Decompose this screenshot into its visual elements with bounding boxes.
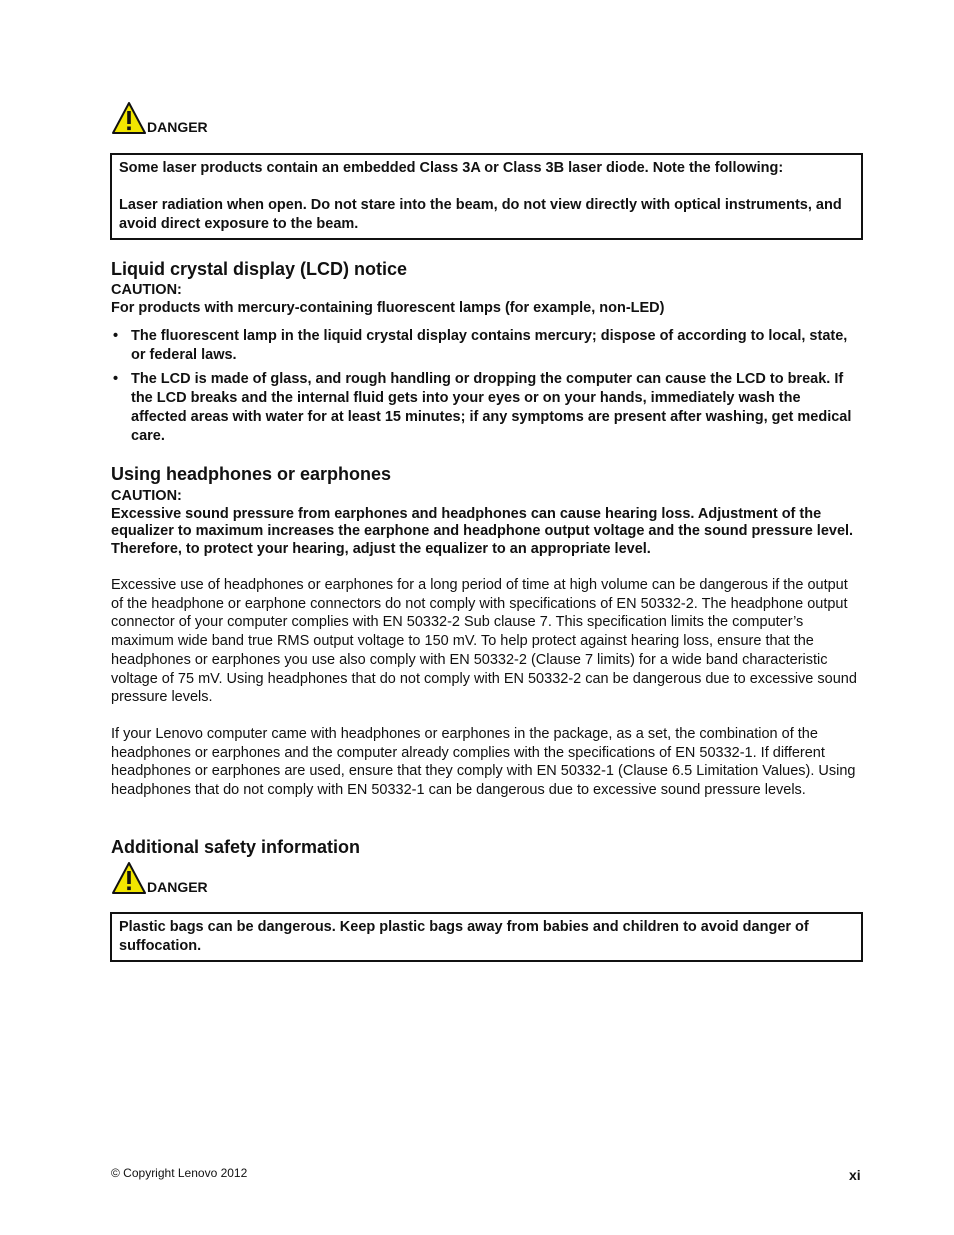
list-item: • The LCD is made of glass, and rough handling or dropping the computer can cause the LCD to break. If the LCD breaks and the internal fluid gets into your eyes or on your hands, immediately wash the affected areas with water for at least 15 minutes; if any symptoms are present after washing, get medical care.	[111, 370, 859, 445]
section-heading-additional: Additional safety information	[111, 837, 361, 857]
warning-triangle-icon	[111, 101, 147, 135]
danger-label: DANGER	[147, 119, 208, 135]
page-number: xi	[849, 1167, 861, 1183]
lcd-bullet-list	[111, 327, 859, 445]
caution-label: CAUTION:	[111, 282, 182, 298]
danger-box-laser	[110, 153, 863, 240]
section-heading-headphones: Using headphones or earphones	[111, 464, 392, 484]
paragraph-headphones-1: Excessive use of headphones or earphones for a long period of time at high volume can be dangerous if the output of the headphone or earphone connectors do not comply with specifications of EN 50332-2. The headphone output connector of your computer complies with EN 50332-2 Sub clause 7. This specification limits the computer’s maximum wide band true RMS output voltage to 150 mV. To help protect against hearing loss, ensure that the headphones or earphones you use also comply with EN 50332-2 (Clause 7 limits) for a wide band characteristic voltage of 75 mV. Using headphones that do not comply with EN 50332-2 can be dangerous due to excessive sound pressure levels.	[111, 577, 857, 706]
paragraph-headphones-2: If your Lenovo computer came with headphones or earphones in the package, as a set, the combination of the headphones or earphones and the computer already complies with the specifications of EN 50332-1. If different headphones or earphones are used, ensure that they comply with EN 50332-1 (Clause 6.5 Limitation Values). Using headphones that do not comply with EN 50332-1 can be dangerous due to excessive sound pressure levels.	[111, 726, 856, 799]
lcd-caution-block	[111, 282, 856, 317]
section-heading-lcd: Liquid crystal display (LCD) notice	[111, 259, 408, 279]
danger-label: DANGER	[147, 879, 208, 895]
danger-text-line: Plastic bags can be dangerous. Keep plastic bags away from babies and children to avoid danger of suffocation.	[119, 919, 809, 954]
danger-header-2	[111, 861, 208, 895]
danger-box-plastic-bags	[110, 912, 863, 962]
footer-copyright: © Copyright Lenovo 2012	[111, 1166, 248, 1180]
danger-text-line: Some laser products contain an embedded Class 3A or Class 3B laser diode. Note the following:	[119, 160, 784, 176]
danger-header-1	[111, 101, 208, 135]
caution-label: CAUTION:	[111, 488, 182, 504]
list-item: • The fluorescent lamp in the liquid crystal display contains mercury; dispose of according to local, state, or federal laws.	[111, 327, 859, 364]
danger-text-line: Laser radiation when open. Do not stare into the beam, do not view directly with optical instruments, and avoid direct exposure to the beam.	[119, 197, 842, 232]
caution-subtitle: For products with mercury-containing fluorescent lamps (for example, non-LED)	[111, 299, 665, 316]
headphones-caution-block	[111, 488, 859, 558]
caution-text: Excessive sound pressure from earphones and headphones can cause hearing loss. Adjustment of the equalizer to maximum increases the earphone and headphone output voltage and the sound pressure level. Therefore, to protect your hearing, adjust the equalizer to an appropriate level.	[111, 505, 854, 557]
warning-triangle-icon	[111, 861, 147, 895]
